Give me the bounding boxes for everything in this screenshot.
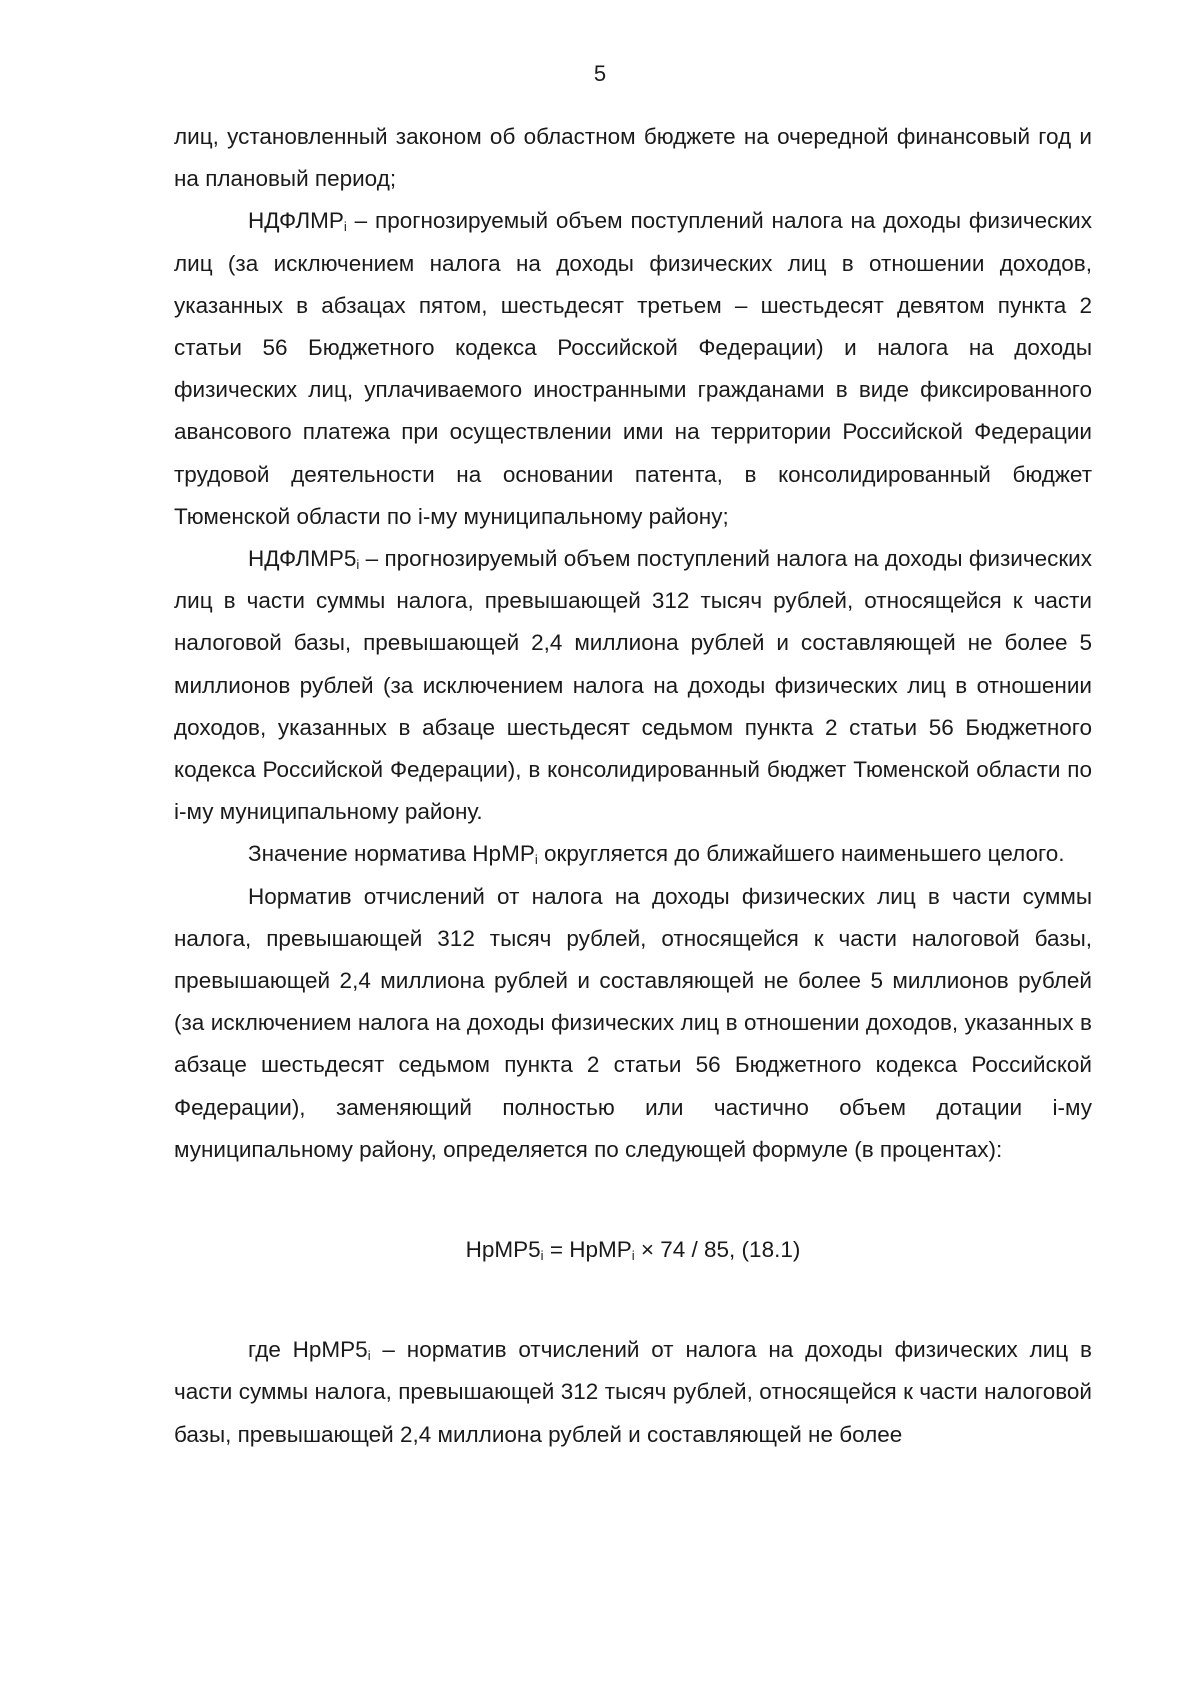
term-ndflmr5: НДФЛМР5 [248,546,357,572]
where-text-start: где НрМР5 [248,1337,368,1363]
where-text-end: – норматив отчислений от налога на доходы физических лиц в части суммы налога, превышающей 312 тысяч рублей, относящейся к части налоговой базы, превышающей 2,4 миллиона рублей и составляющей не более [174,1337,1092,1447]
paragraph-normative-description: Норматив отчислений от налога на доходы физических лиц в части суммы налога, превышающей 312 тысяч рублей, относящейся к части налоговой базы, превышающей 2,4 миллиона рублей и составляющей не более 5 миллионов рублей (за исключением налога на доходы физических лиц в отношении доходов, указанных в абзаце шестьдесят седьмом пункта 2 статьи 56 Бюджетного кодекса Российской Федерации), заменяющий полностью или частично объем дотации i-му муниципальному району, определяется по следующей формуле (в процентах): [174,883,1092,1162]
paragraph-ndflmr-definition [174,200,1092,538]
paragraph-ndflmr5-definition [174,538,1092,833]
formula-equals: = НрМР [543,1237,632,1263]
formula-18-1 [174,1229,1092,1271]
paragraph-continuation: лиц, установленный законом об областном бюджете на очередной финансовый год и на плановый период; [174,124,1092,192]
subscript-i: i [343,219,347,235]
subscript-i: i [631,1248,635,1264]
document-body [174,116,1092,1456]
rounding-text-end: округляется до ближайшего наименьшего целого. [537,841,1065,867]
definition-text: – прогнозируемый объем поступлений налога на доходы физических лиц (за исключением налога на доходы физических лиц в отношении доходов, указанных в абзацах пятом, шестьдесят третьем – шестьдесят девятом пункта 2 статьи 56 Бюджетного кодекса Российской Федерации) и налога на доходы физических лиц, уплачиваемого иностранными гражданами в виде фиксированного авансового платежа при осуществлении ими на территории Российской Федерации трудовой деятельности на основании патента, в консолидированный бюджет Тюменской области по i-му муниципальному району; [174,208,1092,529]
formula-lhs: НрМР5 [465,1237,541,1263]
subscript-i: i [534,852,538,868]
subscript-i: i [367,1348,371,1364]
definition-text: – прогнозируемый объем поступлений налога на доходы физических лиц в части суммы налога, превышающей 312 тысяч рублей, относящейся к части налоговой базы, превышающей 2,4 миллиона рублей и составляющей не более 5 миллионов рублей (за исключением налога на доходы физических лиц в отношении доходов, указанных в абзаце шестьдесят седьмом пункта 2 статьи 56 Бюджетного кодекса Российской Федерации), в консолидированный бюджет Тюменской области по i-му муниципальному району. [174,546,1092,825]
formula-tail: × 74 / 85, (18.1) [634,1237,801,1263]
paragraph-rounding-rule [174,833,1092,875]
subscript-i: i [540,1248,544,1264]
rounding-text-start: Значение норматива НрМР [248,841,535,867]
subscript-i: i [356,557,360,573]
page-number: 5 [593,61,607,86]
paragraph-where-definition [174,1329,1092,1456]
term-ndflmr: НДФЛМР [248,208,344,234]
